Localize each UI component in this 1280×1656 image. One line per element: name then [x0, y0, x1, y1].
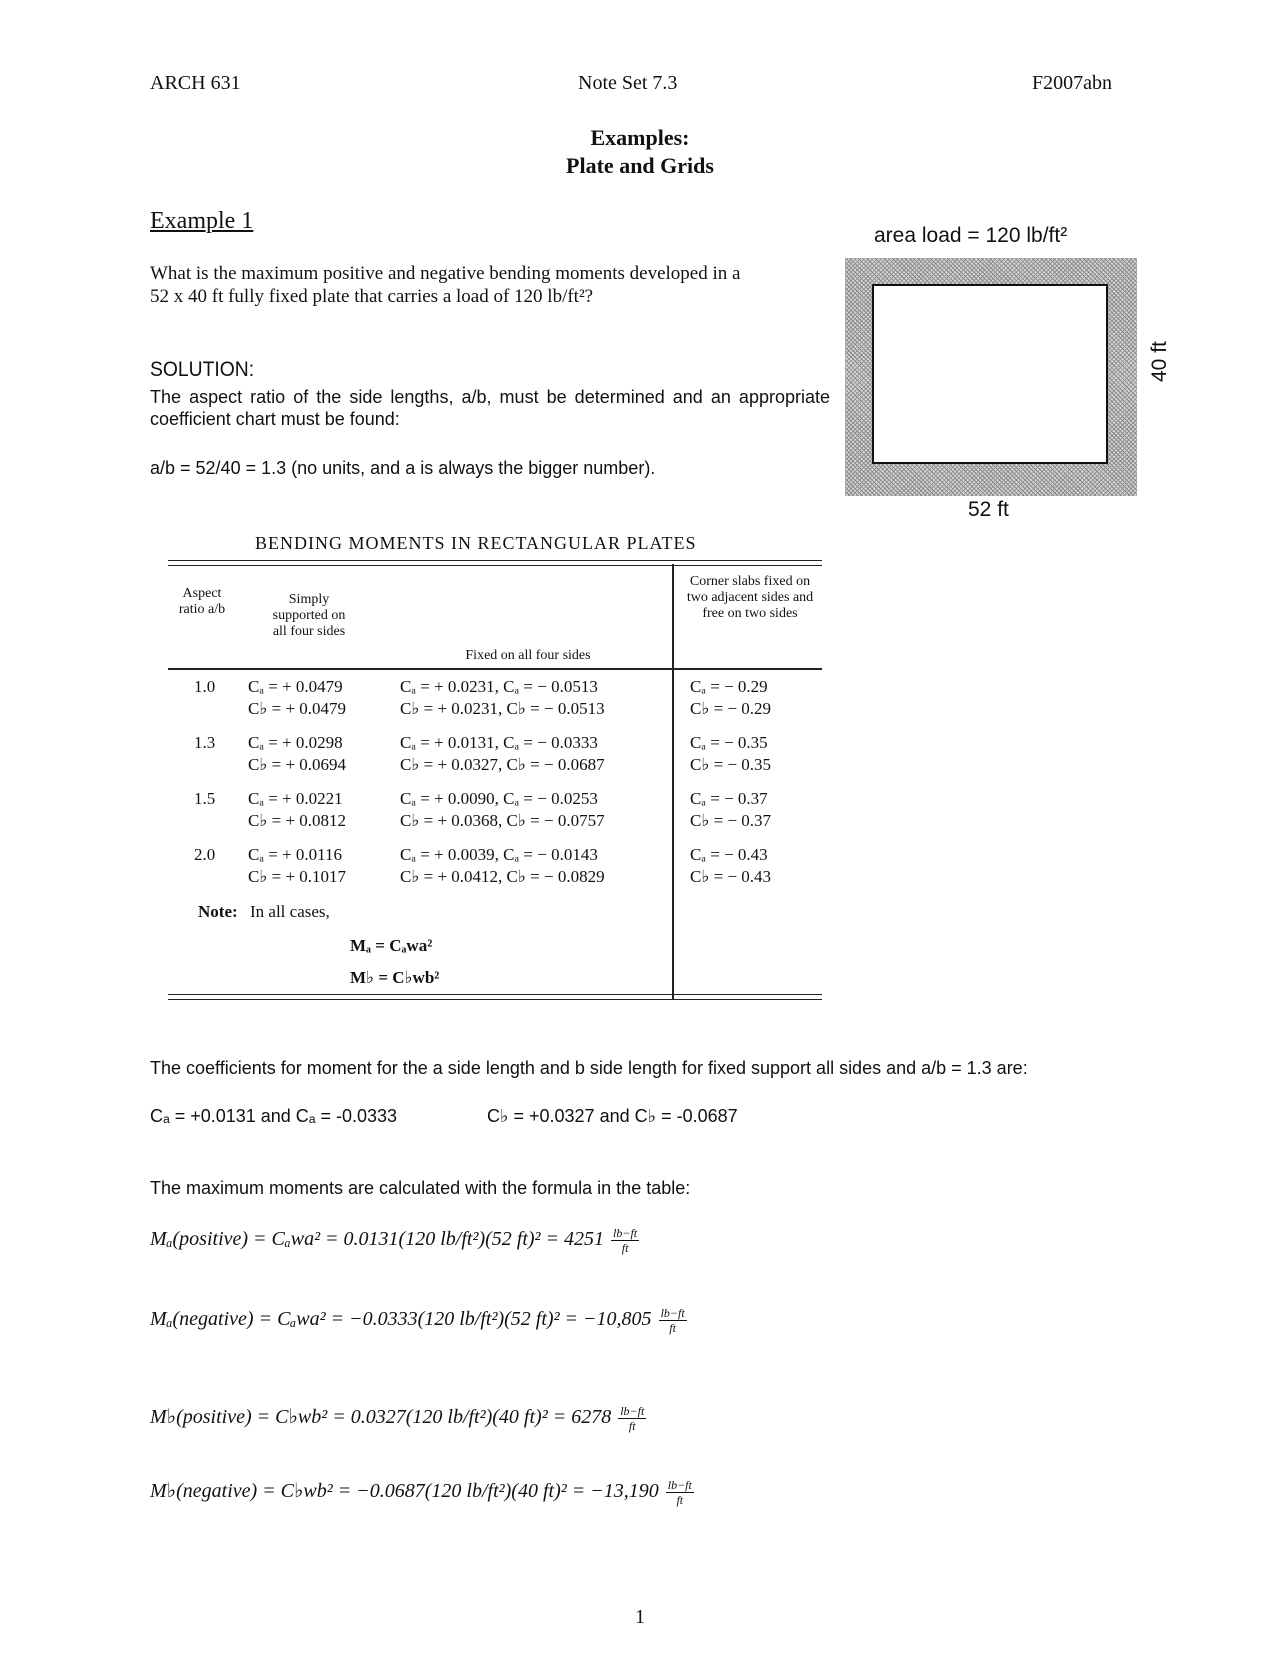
unit-fraction	[618, 1404, 646, 1433]
cell-fixed-a: Cₐ = + 0.0131, Cₐ = − 0.0333	[400, 733, 598, 752]
table-title: BENDING MOMENTS IN RECTANGULAR PLATES	[255, 533, 697, 553]
course-code: ARCH 631	[150, 72, 241, 94]
equation-ma-negative	[150, 1306, 687, 1335]
cell-fixed-b: C♭ = + 0.0231, C♭ = − 0.0513	[400, 699, 605, 718]
header-aspect-ratio: Aspect ratio a/b	[178, 586, 226, 617]
question-line-1: What is the maximum positive and negative bending moments developed in a	[150, 263, 741, 284]
plate-outline	[872, 284, 1108, 464]
row-ratio: 1.3	[194, 733, 216, 752]
cell-corner-b: C♭ = − 0.37	[690, 811, 772, 830]
unit-denominator: ft	[676, 1493, 684, 1507]
cell-simply-a: Cₐ = + 0.0298	[248, 733, 343, 752]
table-bottom-rule	[168, 994, 822, 1000]
question-line-2: 52 x 40 ft fully fixed plate that carries a load of 120 lb/ft²?	[150, 286, 594, 307]
table-column-divider	[672, 564, 674, 1000]
unit-fraction	[611, 1226, 639, 1255]
solution-text: The aspect ratio of the side lengths, a/b, must be determined and an appropriate coefficient chart must be found:	[150, 387, 830, 429]
cell-corner-b: C♭ = − 0.43	[690, 867, 772, 886]
table-note-label: Note:	[198, 902, 238, 921]
equation-text: Mₐ(negative) = Cₐwa² = −0.0333(120 lb/ft²)(52 ft)² = −10,805	[150, 1308, 652, 1331]
unit-numerator: lb−ft	[620, 1404, 645, 1418]
cell-simply-a: Cₐ = + 0.0116	[248, 845, 343, 864]
cell-corner-a: Cₐ = − 0.29	[690, 677, 768, 696]
row-ratio: 1.5	[194, 789, 216, 808]
equation-text: M♭(negative) = C♭wb² = −0.0687(120 lb/ft²)(40 ft)² = −13,190	[150, 1480, 659, 1503]
cell-corner-a: Cₐ = − 0.43	[690, 845, 768, 864]
area-load-label: area load = 120 lb/ft²	[874, 224, 1068, 247]
unit-numerator: lb−ft	[660, 1306, 685, 1320]
example-heading: Example 1	[150, 208, 254, 234]
cell-simply-a: Cₐ = + 0.0479	[248, 677, 343, 696]
cell-simply-b: C♭ = + 0.0694	[248, 755, 347, 774]
header-rule	[168, 668, 822, 670]
coefficients-intro: The coefficients for moment for the a side length and b side length for fixed support all sides and a/b = 1.3 are:	[150, 1058, 1028, 1078]
unit-fraction	[666, 1478, 694, 1507]
solution-heading: SOLUTION:	[150, 358, 255, 381]
cell-fixed-a: Cₐ = + 0.0090, Cₐ = − 0.0253	[400, 789, 598, 808]
unit-numerator: lb−ft	[667, 1478, 692, 1492]
table-top-rule	[168, 560, 822, 566]
cell-simply-b: C♭ = + 0.0812	[248, 811, 347, 830]
equation-mb-positive	[150, 1404, 646, 1433]
cell-fixed-b: C♭ = + 0.0327, C♭ = − 0.0687	[400, 755, 605, 774]
note-set: Note Set 7.3	[578, 72, 678, 94]
cell-corner-a: Cₐ = − 0.37	[690, 789, 768, 808]
cell-corner-a: Cₐ = − 0.35	[690, 733, 768, 752]
equation-text: M♭(positive) = C♭wb² = 0.0327(120 lb/ft²)(40 ft)² = 6278	[150, 1406, 612, 1429]
unit-numerator: lb−ft	[613, 1226, 638, 1240]
cell-corner-b: C♭ = − 0.29	[690, 699, 772, 718]
cell-fixed-a: Cₐ = + 0.0039, Cₐ = − 0.0143	[400, 845, 598, 864]
equation-mb-negative	[150, 1478, 694, 1507]
bottom-dimension-label: 52 ft	[968, 498, 1009, 521]
unit-denominator: ft	[669, 1321, 676, 1335]
table-note-text: In all cases,	[250, 902, 330, 921]
cell-simply-a: Cₐ = + 0.0221	[248, 789, 343, 808]
side-dimension-label: 40 ft	[1148, 341, 1171, 382]
row-ratio: 1.0	[194, 677, 216, 696]
page-title-line1: Examples:	[590, 125, 690, 150]
formula-ma: Mₐ = Cₐwa²	[350, 936, 433, 955]
cell-fixed-b: C♭ = + 0.0412, C♭ = − 0.0829	[400, 867, 605, 886]
cell-corner-b: C♭ = − 0.35	[690, 755, 772, 774]
header-fixed-all: Fixed on all four sides	[465, 648, 591, 663]
cell-simply-b: C♭ = + 0.1017	[248, 867, 347, 886]
coefficient-cb: C♭ = +0.0327 and C♭ = -0.0687	[487, 1106, 738, 1126]
cell-simply-b: C♭ = + 0.0479	[248, 699, 347, 718]
coefficient-table	[168, 560, 822, 1000]
header-corner-slabs: Corner slabs fixed on two adjacent sides and free on two sides	[686, 574, 814, 621]
cell-fixed-b: C♭ = + 0.0368, C♭ = − 0.0757	[400, 811, 605, 830]
cell-fixed-a: Cₐ = + 0.0231, Cₐ = − 0.0513	[400, 677, 598, 696]
doc-code: F2007abn	[1032, 72, 1112, 94]
equation-ma-positive	[150, 1226, 639, 1255]
formula-mb: M♭ = C♭wb²	[350, 968, 440, 987]
header-simply-supported: Simply supported on all four sides	[272, 592, 346, 639]
unit-fraction	[659, 1306, 687, 1335]
unit-denominator: ft	[628, 1419, 636, 1433]
moments-intro: The maximum moments are calculated with the formula in the table:	[150, 1178, 691, 1198]
unit-denominator: ft	[621, 1241, 629, 1255]
example-question	[150, 262, 800, 308]
page-title-line2: Plate and Grids	[566, 153, 714, 178]
row-ratio: 2.0	[194, 845, 216, 864]
page-number: 1	[635, 1606, 645, 1628]
coefficient-ca: Cₐ = +0.0131 and Cₐ = -0.0333	[150, 1106, 398, 1126]
aspect-ratio-line: a/b = 52/40 = 1.3 (no units, and a is always the bigger number).	[150, 458, 656, 478]
equation-text: Mₐ(positive) = Cₐwa² = 0.0131(120 lb/ft²)(52 ft)² = 4251	[150, 1228, 605, 1251]
